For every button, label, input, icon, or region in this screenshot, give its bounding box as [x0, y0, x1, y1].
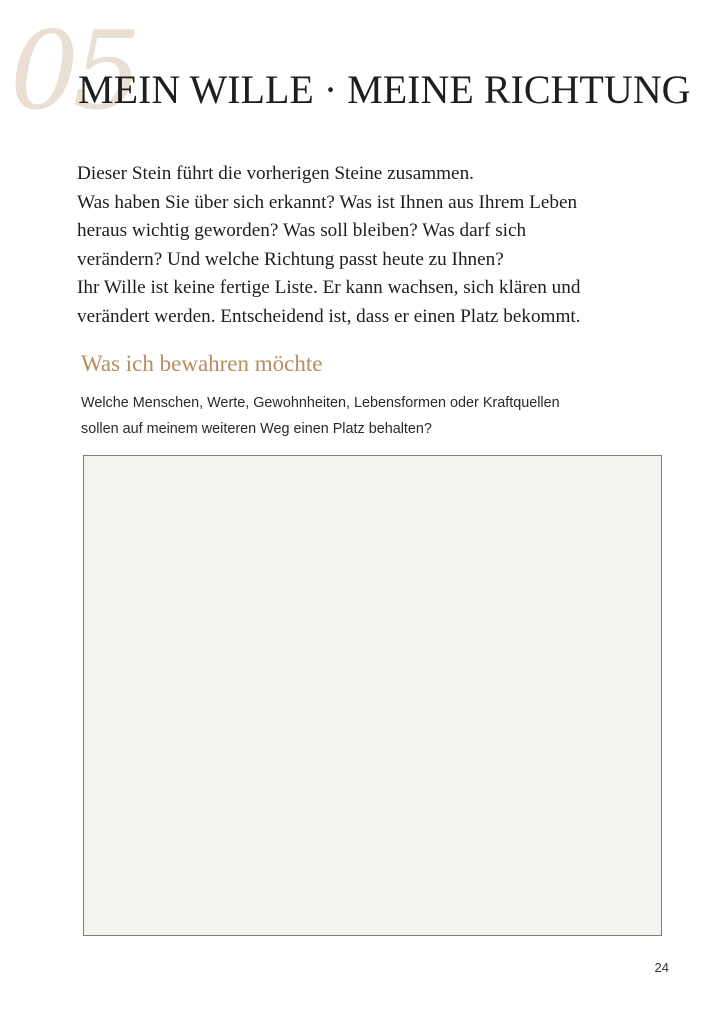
intro-line: verändern? Und welche Richtung passt heute zu Ihnen?: [77, 248, 504, 270]
question-line: sollen auf meinem weiteren Weg einen Platz behalten?: [81, 421, 432, 437]
question-line: Welche Menschen, Werte, Gewohnheiten, Lebensformen oder Kraftquellen: [81, 395, 560, 411]
intro-line: Dieser Stein führt die vorherigen Steine zusammen.: [77, 163, 474, 184]
page-title: MEIN WILLE · MEINE RICHTUNG: [78, 67, 691, 112]
answer-writing-box[interactable]: [83, 455, 662, 936]
intro-line: heraus wichtig geworden? Was soll bleiben? Was darf sich: [77, 220, 527, 241]
intro-line: verändert werden. Entscheidend ist, dass er einen Platz bekommt.: [77, 305, 581, 327]
intro-paragraph: [77, 160, 677, 331]
intro-line: Was haben Sie über sich erkannt? Was ist Ihnen aus Ihrem Leben: [77, 191, 578, 213]
chapter-number: 05: [10, 9, 136, 134]
intro-line: Ihr Wille ist keine fertige Liste. Er kann wachsen, sich klären und: [77, 277, 581, 298]
section-heading: Was ich bewahren möchte: [81, 351, 323, 376]
page-number: 24: [654, 960, 669, 975]
section-question: [81, 390, 661, 442]
